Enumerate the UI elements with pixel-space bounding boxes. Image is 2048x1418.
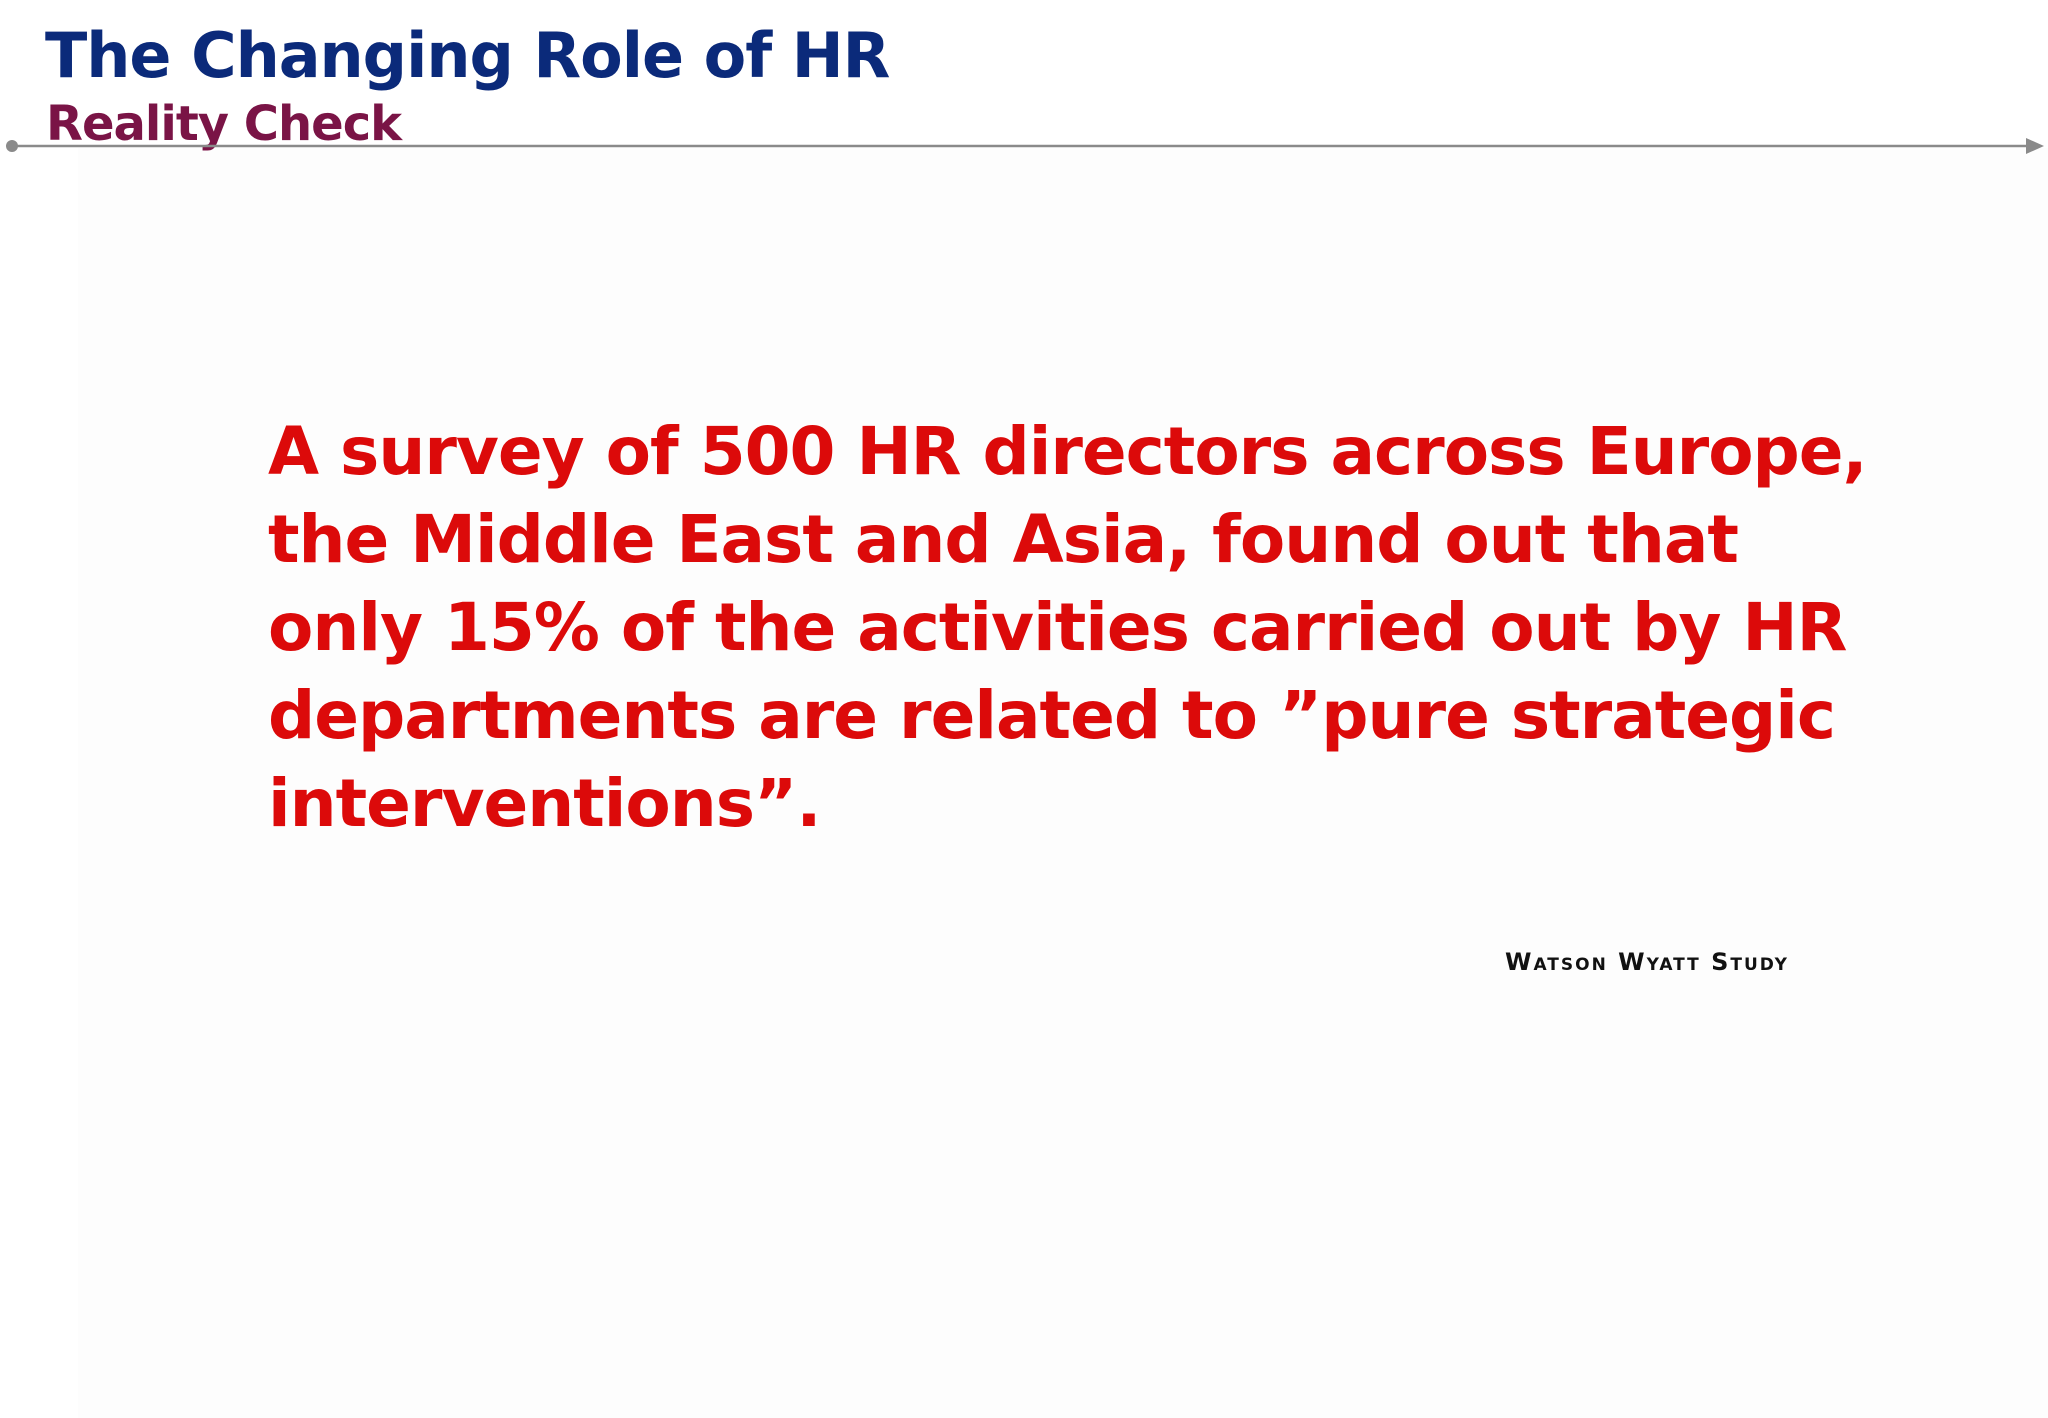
divider-arrowhead-icon bbox=[2026, 138, 2044, 154]
header-divider-arrow bbox=[0, 134, 2048, 158]
quote-source: Watson Wyatt Study bbox=[1505, 948, 1789, 976]
slide-title: The Changing Role of HR bbox=[45, 19, 890, 92]
slide-subtitle: Reality Check bbox=[46, 96, 402, 152]
survey-quote: A survey of 500 HR directors across Europe, the Middle East and Asia, found out that only 15% of the activities carried out by HR departments are related to ”pure strategic interventions”. bbox=[268, 413, 1867, 842]
